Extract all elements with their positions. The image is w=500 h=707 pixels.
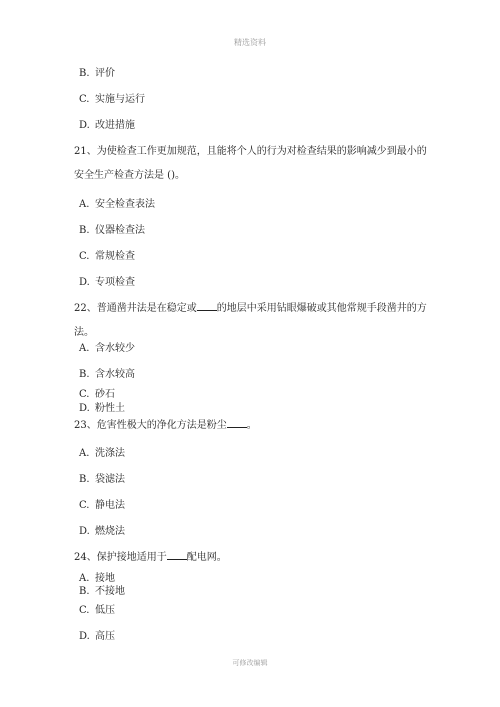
- answer-blank: [227, 417, 247, 428]
- q23-option-a: A. 洗涤法: [79, 448, 125, 459]
- q21-option-c: C. 常规检查: [79, 251, 135, 262]
- q24-option-c: C. 低压: [79, 605, 115, 616]
- option-d-prev: D. 改进措施: [79, 120, 135, 131]
- q24-option-b: B. 不接地: [79, 586, 125, 597]
- q22-option-a: A. 含水较少: [79, 343, 135, 354]
- page-header: 精选资料: [234, 38, 266, 47]
- answer-blank: [167, 549, 187, 560]
- q24-option-d: D. 高压: [79, 631, 115, 642]
- page-footer: 可修改编辑: [232, 659, 268, 667]
- q24-option-a: A. 接地: [79, 573, 115, 584]
- q21-option-b: B. 仪器检查法: [79, 225, 145, 236]
- q22-option-c: C. 砂石: [79, 389, 115, 400]
- option-c-prev: C. 实施与运行: [79, 94, 145, 105]
- answer-blank: [197, 300, 217, 311]
- option-b-prev: B. 评价: [79, 68, 115, 79]
- q21-option-a: A. 安全检查表法: [79, 199, 155, 210]
- question-21: 21、为使检查工作更加规范，且能将个人的行为对检查结果的影响减少到最小的安全生产检查方法是 ()。: [74, 146, 427, 181]
- question-24: 24、保护接地适用于 配电网。: [74, 546, 434, 570]
- q23-option-c: C. 静电法: [79, 500, 125, 511]
- question-22: 22、普通凿井法是在稳定或 的地层中采用钻眼爆破或其他常规手段凿井的方法。: [74, 297, 434, 345]
- q23-option-d: D. 燃烧法: [79, 526, 125, 537]
- q23-option-b: B. 袋滤法: [79, 474, 125, 485]
- q21-option-d: D. 专项检查: [79, 277, 135, 288]
- q22-option-b: B. 含水较高: [79, 369, 135, 380]
- q22-option-d: D. 粉性土: [79, 403, 125, 414]
- question-23: 23、危害性极大的净化方法是粉尘 。: [74, 414, 434, 438]
